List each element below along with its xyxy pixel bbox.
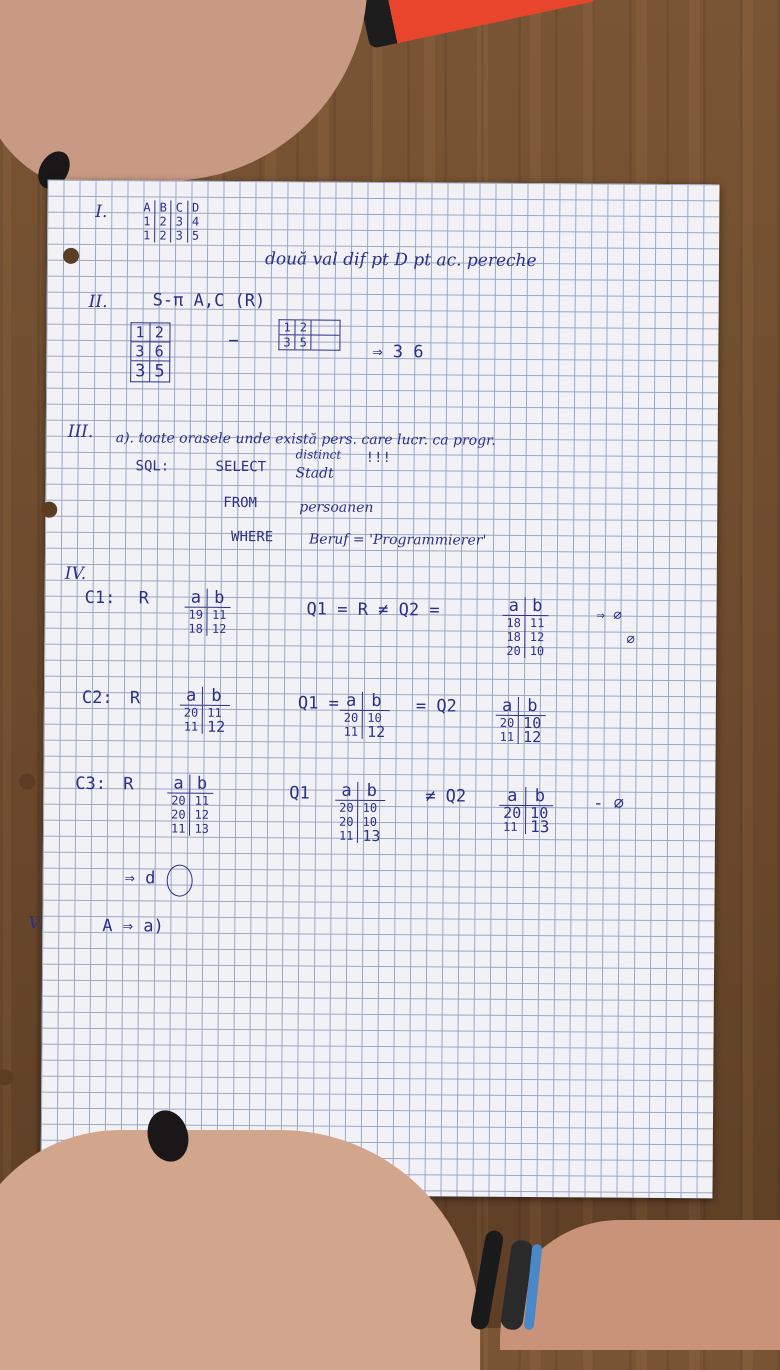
q3-table: persoanen <box>299 499 374 516</box>
q1-header: D <box>188 201 204 215</box>
c3-q1-cell: 10 <box>358 800 385 815</box>
c2-q2-head: a <box>496 697 519 716</box>
q1-cell: 1 <box>143 214 151 229</box>
c1-r-head: b <box>208 589 231 608</box>
binder-hole <box>19 773 35 789</box>
c3-q1-head: a <box>335 782 358 801</box>
q1-cell: 2 <box>155 214 171 228</box>
c3-result: - ∅ <box>593 793 624 814</box>
c3-r-cell: 11 <box>190 793 213 808</box>
c2-q2-table <box>496 695 546 747</box>
c2-q1-head: a <box>340 692 363 711</box>
q3-from: FROM <box>223 494 258 512</box>
c3-label: C3: <box>75 773 107 795</box>
answer-circle <box>167 865 193 897</box>
binder-hole <box>63 248 79 264</box>
c1-result-1: ⇒ ∅ <box>596 607 622 624</box>
q1-table <box>139 200 203 242</box>
q5-text: A ⇒ a) <box>102 916 164 937</box>
q2-formula: S-π A,C (R) <box>152 290 266 312</box>
c3-q2-cell: 20 <box>503 803 522 822</box>
c3-r-cell: 12 <box>190 808 213 822</box>
c1-q-table <box>502 597 548 658</box>
q2-cell: 2 <box>295 320 311 335</box>
c3-r-table <box>167 775 213 836</box>
c2-r-table <box>180 687 230 734</box>
c3-q1-cell: 20 <box>339 800 354 815</box>
c1-q-cell: 18 <box>506 629 521 644</box>
q2-cell: 2 <box>150 323 169 342</box>
bracelet <box>469 1229 504 1331</box>
q3-line1: a). toate orasele unde există pers. care lucr. ca progr. <box>115 430 496 449</box>
c3-r-head: a <box>167 775 190 794</box>
q1-header: C <box>171 201 187 215</box>
c2-eq: = Q2 <box>415 696 457 717</box>
c3-q2-table <box>499 785 554 837</box>
q2-cell: 3 <box>279 335 295 350</box>
binder-hole <box>41 502 57 518</box>
q3-roman: III. <box>67 421 94 442</box>
q1-cell: 3 <box>171 215 187 229</box>
c3-q1-cell: 10 <box>358 815 385 829</box>
c3-q2-head: b <box>526 787 554 806</box>
q1-note: două val dif pt D pt ac. pereche <box>264 249 537 272</box>
c1-r-cell: 12 <box>207 622 230 636</box>
q2-empty-cell <box>311 335 340 350</box>
c1-r-cell: 19 <box>188 607 204 622</box>
c2-q2-cell: 10 <box>519 715 546 730</box>
c1-q-head: a <box>503 597 526 616</box>
c1-q-head: b <box>525 597 548 616</box>
q2-minus: − <box>228 330 239 352</box>
c2-q2-cell: 12 <box>519 730 546 744</box>
q2-result: ⇒ 3 6 <box>372 341 424 363</box>
q1-header: A <box>143 200 151 215</box>
q2-roman: II. <box>88 291 108 313</box>
c2-q1-cell: 20 <box>343 710 359 725</box>
q3-distinct: distinct <box>295 447 342 462</box>
c3-q2-cell: 10 <box>526 806 554 821</box>
c3-r-cell: 20 <box>171 793 186 808</box>
binder-hole <box>0 1069 13 1085</box>
grid-paper <box>28 180 719 1199</box>
q2-cell: 1 <box>135 323 145 342</box>
c2-q2-cell: 20 <box>499 715 515 730</box>
q3-cond: Beruf = 'Programmierer' <box>308 531 487 549</box>
q3-oras: Stadt <box>295 465 334 482</box>
c2-r-cell: 11 <box>203 705 230 720</box>
q2-cell: 5 <box>295 335 311 350</box>
q4-answer: ⇒ d <box>124 868 156 889</box>
q2-empty-cell <box>311 320 340 335</box>
q2-cell: 6 <box>150 342 169 361</box>
c3-q2-cell: 11 <box>502 819 518 834</box>
c3-r-cell: 20 <box>171 807 186 822</box>
c3-r-cell: 13 <box>190 822 213 836</box>
c2-r-head: a <box>180 687 203 706</box>
c2-q1-cell: 10 <box>363 710 390 725</box>
q2-right-table <box>278 319 341 350</box>
c3-rel: R <box>123 774 134 795</box>
c2-r-cell: 20 <box>183 705 199 720</box>
q1-cell: 4 <box>187 215 203 229</box>
c1-r-cell: 11 <box>207 607 230 622</box>
c1-q-cell: 10 <box>525 644 548 658</box>
q2-cell: 1 <box>283 320 291 335</box>
c2-q1-table <box>340 690 390 742</box>
c1-q-cell: 18 <box>506 615 521 630</box>
c3-q1-cell: 11 <box>338 828 354 843</box>
c3-q1-head: b <box>358 782 385 801</box>
q4-roman: IV. <box>64 563 87 584</box>
c2-q1-cell: 11 <box>343 724 359 739</box>
q1-cell: 5 <box>187 229 203 243</box>
c1-rel: R <box>138 588 149 609</box>
c3-expr: Q1 <box>289 783 310 804</box>
c2-q2-head: b <box>519 697 546 716</box>
q3-where: WHERE <box>231 528 274 546</box>
q5-roman: V. <box>28 913 44 934</box>
q3-sql-label: SQL: <box>135 458 170 475</box>
q2-cell: 3 <box>131 361 150 382</box>
c2-r-head: b <box>203 687 230 706</box>
c2-q1-cell: 12 <box>363 725 390 739</box>
q1-header: B <box>155 200 171 214</box>
c3-q1-cell: 13 <box>358 829 385 843</box>
c3-q2-cell: 13 <box>526 820 554 834</box>
q3-bangs: !!! <box>365 449 391 467</box>
q1-cell: 2 <box>155 228 171 242</box>
c1-r-cell: 18 <box>188 621 203 636</box>
c3-neq: ≠ Q2 <box>425 786 467 807</box>
hand-right <box>500 1220 780 1350</box>
c3-q1-table <box>335 780 385 846</box>
c2-q2-cell: 11 <box>499 729 515 744</box>
q1-cell: 1 <box>143 228 151 243</box>
c1-result-2: ∅ <box>626 631 635 648</box>
c1-expr: Q1 = R ≠ Q2 = <box>306 599 440 621</box>
c3-r-head: b <box>190 775 213 794</box>
c2-r-cell: 11 <box>183 719 199 734</box>
c2-r-cell: 12 <box>203 720 230 734</box>
lighter <box>360 0 595 49</box>
q2-cell: 5 <box>150 361 169 382</box>
q3-select: SELECT <box>215 458 267 476</box>
c1-r-table <box>184 589 230 636</box>
c1-q-cell: 11 <box>525 616 548 631</box>
q1-cell: 3 <box>171 229 187 243</box>
c1-label: C1: <box>84 587 116 609</box>
q1-roman: I. <box>95 202 108 223</box>
c3-q1-cell: 20 <box>339 814 354 829</box>
q2-left-table <box>130 322 170 382</box>
q2-cell: 3 <box>131 342 150 361</box>
c3-r-cell: 11 <box>170 821 186 836</box>
c2-label: C2: <box>81 687 113 709</box>
c1-q-cell: 12 <box>525 630 548 644</box>
c3-q2-head: a <box>499 787 526 806</box>
c2-q1-head: b <box>363 692 390 711</box>
c2-rel: R <box>129 688 141 709</box>
c1-r-head: a <box>185 589 208 608</box>
c1-q-cell: 20 <box>506 643 521 658</box>
c2-expr: Q1 = <box>297 693 339 714</box>
